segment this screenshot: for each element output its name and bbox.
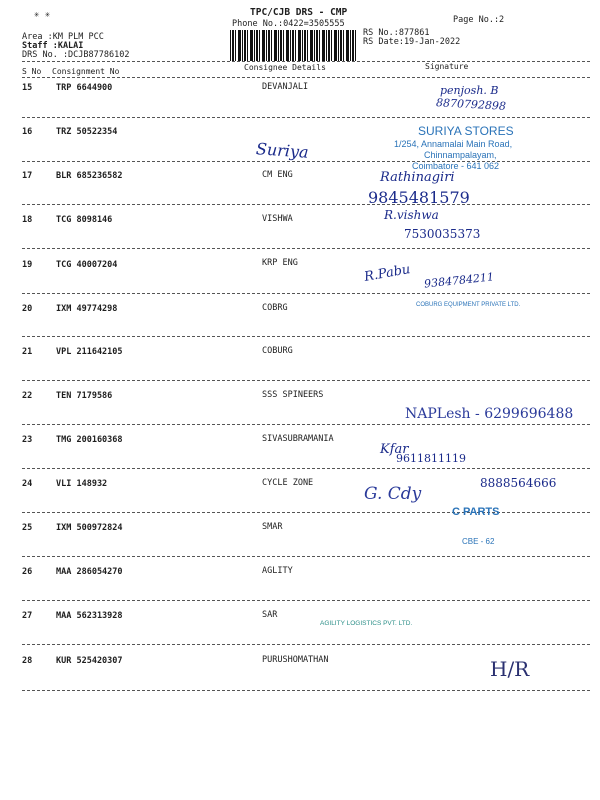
col-header-consignment: Consignment No [52,67,120,76]
column-header-divider [22,77,590,78]
row-sno: 18 [22,215,33,225]
row-consignee: SIVASUBRAMANIA [262,434,334,444]
row-sno: 24 [22,479,33,489]
row-divider [22,293,590,294]
row-consignment: VLI 148932 [56,479,108,489]
stamp-line: 1/254, Annamalai Main Road, [394,139,513,149]
stamp-title: SURIYA STORES [418,124,514,138]
handwritten-name: R.vishwa [384,208,439,222]
row-consignee: KRP ENG [262,258,298,268]
row-consignment: TCG 40007204 [56,260,118,270]
row-consignee: SMAR [262,522,283,532]
handwritten-phone: 9611811119 [396,452,466,465]
handwritten-name: Suriya [255,139,310,162]
handwritten-mark: H/R [490,657,530,681]
row-consignee: COBURG [262,346,293,356]
row-consignment: IXM 49774298 [56,304,118,314]
header-divider [22,61,590,62]
row-sno: 15 [22,83,33,93]
document-title: TPC/CJB DRS - CMP [250,7,348,18]
row-sno: 16 [22,127,33,137]
handwritten-phone: 7530035373 [404,227,481,241]
handwritten-phone: 8888564666 [480,476,557,490]
row-consignee: COBRG [262,303,288,313]
row-consignment: TRZ 50522354 [56,127,118,137]
handwritten-phone: 8870792898 [435,96,507,113]
row-consignment: TEN 7179586 [56,391,113,401]
row-divider [22,248,590,249]
row-consignee: CM ENG [262,170,293,180]
handwritten-name: Kfar [380,442,409,457]
rs-number: RS No.:877861 [363,28,430,38]
row-divider [22,204,590,205]
row-consignment: TMG 200160368 [56,435,123,445]
col-header-signature: Signature [425,62,469,71]
row-consignment: MAA 286054270 [56,567,123,577]
stamp-text: COBURG EQUIPMENT PRIVATE LTD. [416,302,521,308]
rs-date: RS Date:19-Jan-2022 [363,37,461,47]
handwritten-name: R.Pabu [363,262,412,285]
row-consignee: VISHWA [262,214,293,224]
phone-number: Phone No.:0422=3505555 [232,19,345,29]
row-sno: 23 [22,435,33,445]
row-divider [22,117,590,118]
row-sno: 27 [22,611,33,621]
barcode [230,30,357,61]
row-divider [22,512,590,513]
header-marks: ✳ ✳ [34,10,51,20]
handwritten-signature: NAPLesh - 6299696488 [405,406,574,422]
staff-field: Staff :KALAI [22,41,84,51]
stamp-city: CBE - 62 [462,537,495,546]
row-divider [22,600,590,601]
row-consignee: SAR [262,610,278,620]
row-divider [22,468,590,469]
stamp-text: AGILITY LOGISTICS PVT. LTD. [320,620,413,627]
row-sno: 21 [22,347,33,357]
row-divider [22,644,590,645]
handwritten-name: penjosh. B [440,84,499,97]
stamp-line: Chinnampalayam, [424,150,497,160]
row-sno: 28 [22,656,33,666]
row-divider [22,556,590,557]
col-header-sno: S No [22,67,42,76]
row-sno: 26 [22,567,33,577]
col-header-consignee: Consignee Details [244,63,326,72]
row-consignee: SSS SPINEERS [262,390,324,400]
row-consignment: TCG 8098146 [56,215,113,225]
row-consignment: IXM 500972824 [56,523,123,533]
row-sno: 20 [22,304,33,314]
row-consignee: AGLITY [262,566,293,576]
row-sno: 17 [22,171,33,181]
area-field: Area :KM PLM PCC [22,32,104,42]
row-consignment: MAA 562313928 [56,611,123,621]
handwritten-phone: 9845481579 [368,188,470,207]
stamp-text: C PARTS [452,506,500,518]
stamp-line: Coimbatore - 641 062 [412,161,500,171]
row-consignee: CYCLE ZONE [262,478,314,488]
row-consignment: KUR 525420307 [56,656,123,666]
row-consignment: TRP 6644900 [56,83,113,93]
drs-number: DRS No. :DCJB87786102 [22,50,130,60]
row-consignee: DEVANJALI [262,82,309,92]
row-divider [22,380,590,381]
page-number: Page No.:2 [453,15,505,25]
row-consignee: PURUSHOMATHAN [262,655,329,665]
handwritten-phone: 9384784211 [423,270,495,291]
row-sno: 19 [22,260,33,270]
row-sno: 22 [22,391,33,401]
handwritten-name: G. Cdy [364,484,422,504]
row-consignment: BLR 685236582 [56,171,123,181]
row-consignment: VPL 211642105 [56,347,123,357]
row-divider [22,424,590,425]
row-divider [22,336,590,337]
handwritten-name: Rathinagiri [380,170,455,185]
row-sno: 25 [22,523,33,533]
